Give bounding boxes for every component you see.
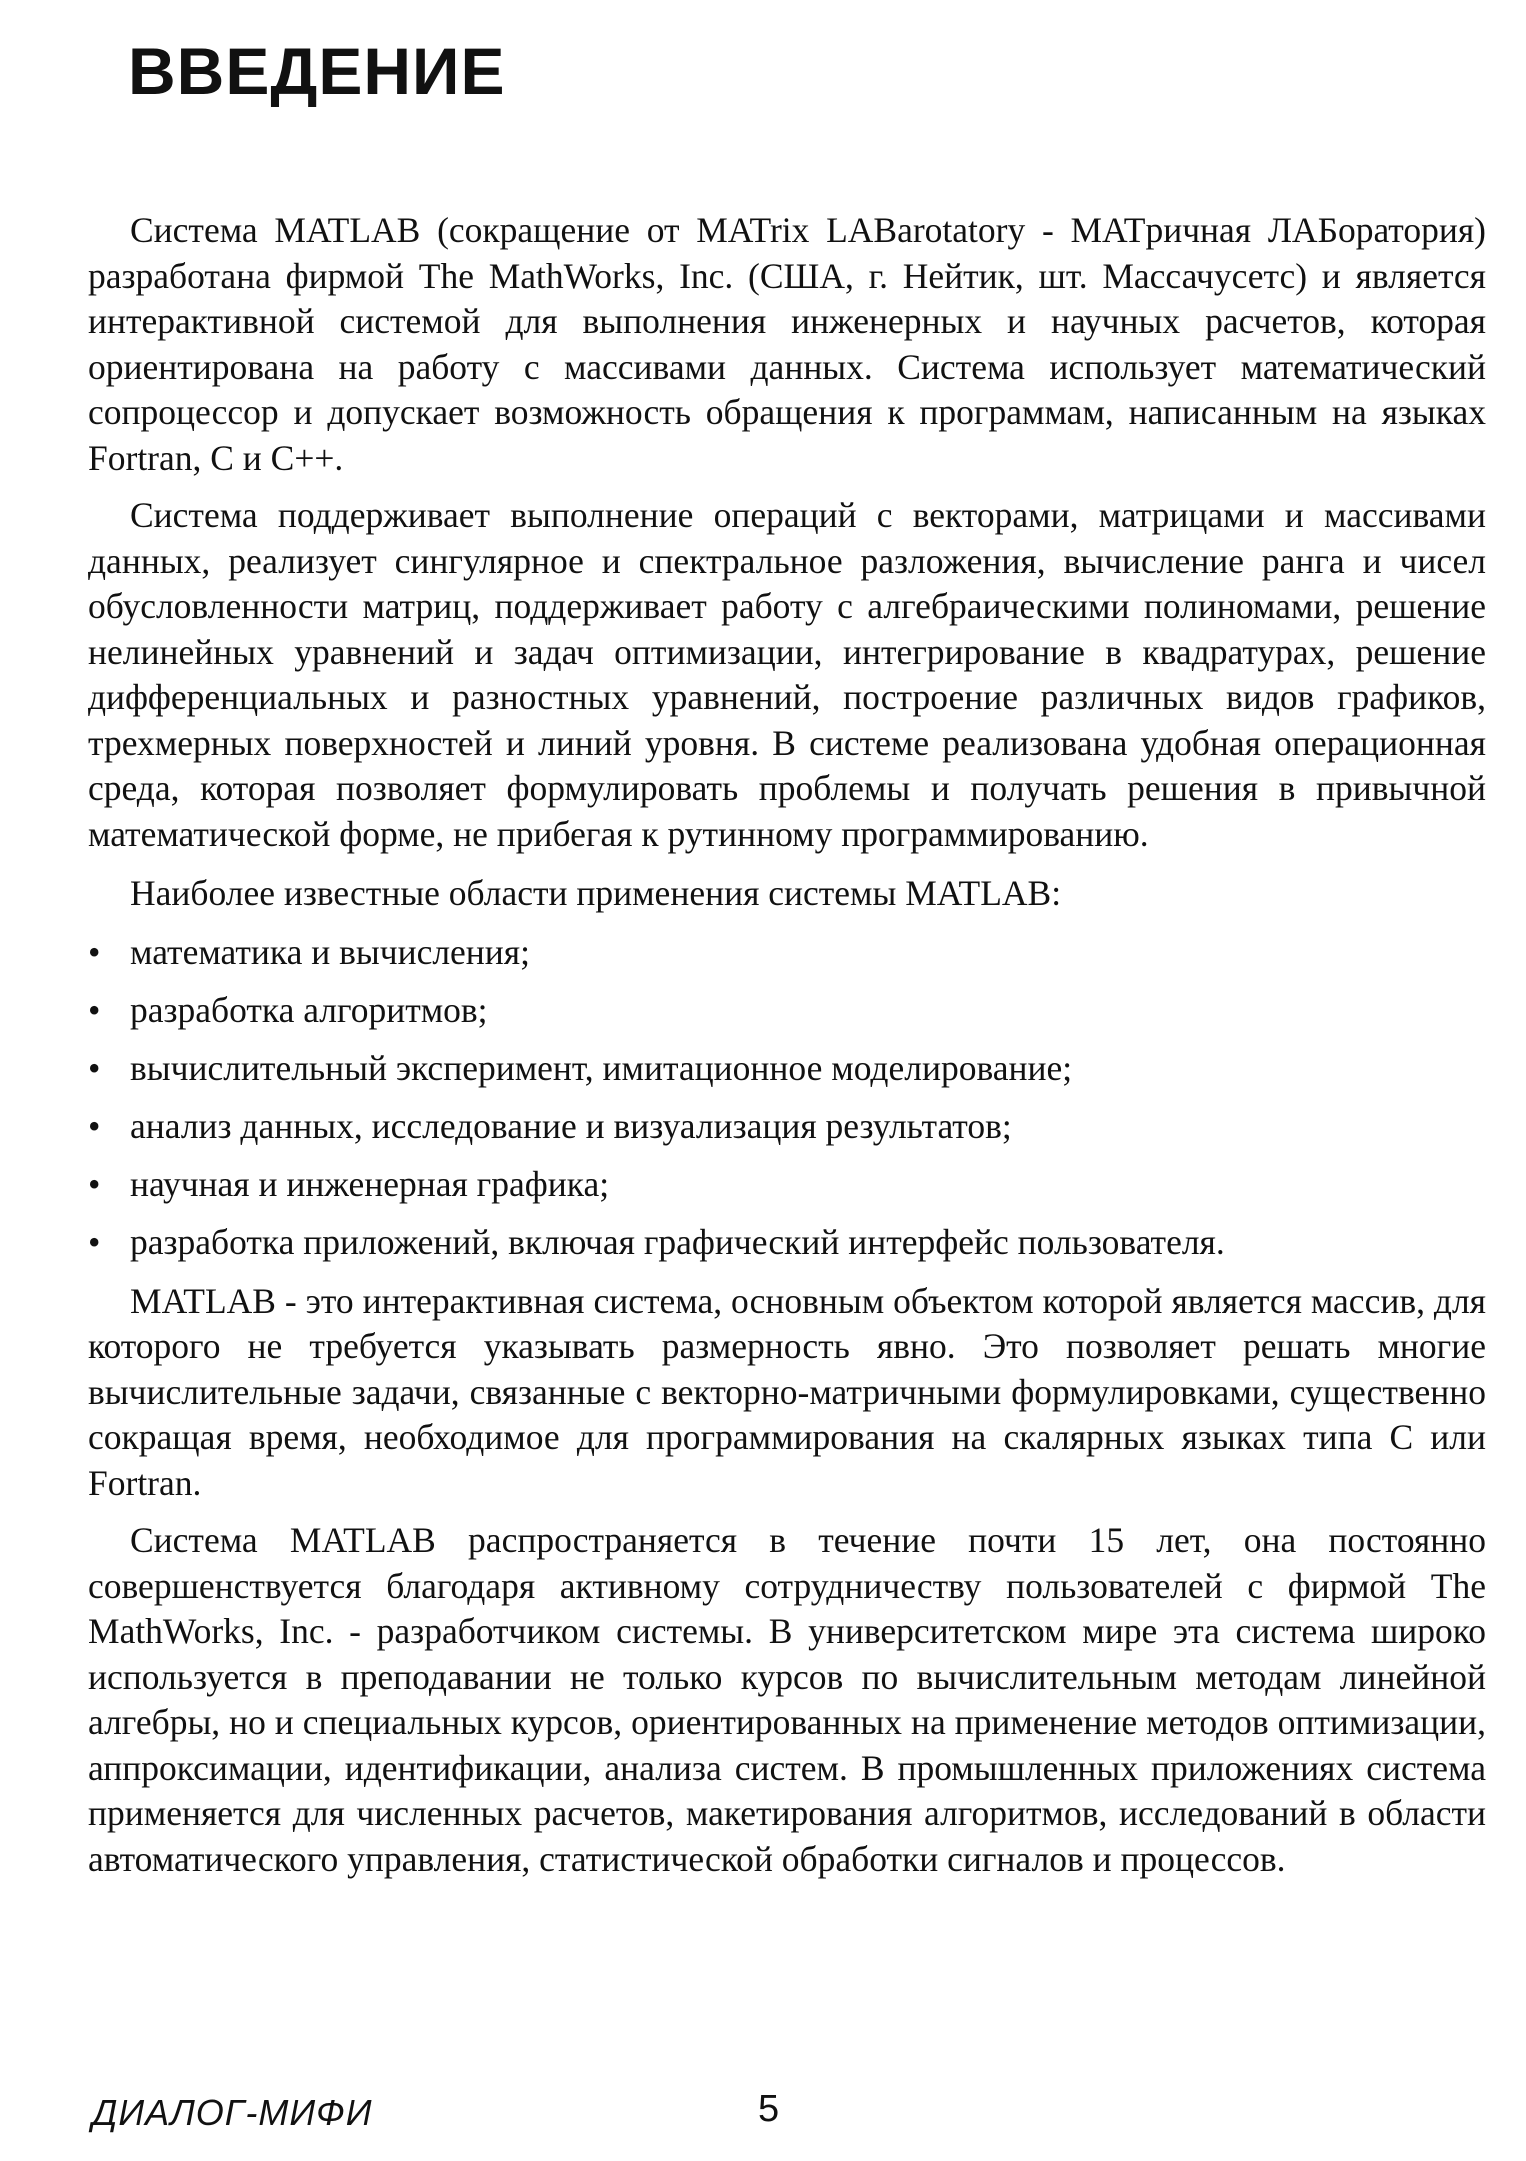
list-item-text: научная и инженерная графика; (130, 1163, 610, 1204)
body-text (88, 208, 1486, 1882)
list-item (88, 1213, 1486, 1271)
paragraph-intro: Система MATLAB (сокращение от MATrix LABarotatory - MATричная ЛАБоратория) разработана фирмой The MathWorks, Inc. (США, г. Нейтик, шт. Массачусетс) и является интерактивной системой для выполнения инженерных и научных расчетов, которая ориентирована на работу с массивами данных. Система использует математический сопроцессор и допускает возможность обращения к программам, написанным на языках Fortran, C и C++. (88, 210, 1486, 478)
paragraph-distribution: Система MATLAB распространяется в течение почти 15 лет, она постоянно совершенствуется благодаря активному сотрудничеству пользователей с фирмой The MathWorks, Inc. - разработчиком системы. В университетском мире эта система широко используется в преподавании не только курсов по вычислительным методам линейной алгебры, но и специальных курсов, ориентированных на применение методов оптимизации, аппроксимации, идентификации, анализа систем. В промышленных приложениях система применяется для численных расчетов, макетирования алгоритмов, исследований в области автоматического управления, статистической обработки сигналов и процессов. (88, 1520, 1486, 1879)
list-item (88, 923, 1486, 981)
list-item-text: разработка алгоритмов; (130, 989, 488, 1030)
bullet-icon: • (88, 1163, 101, 1204)
list-item-text: математика и вычисления; (130, 931, 530, 972)
chapter-heading: ВВЕДЕНИЕ (128, 34, 506, 108)
paragraph-capabilities: Система поддерживает выполнение операций с векторами, матрицами и массивами данных, реализует сингулярное и спектральное разложения, вычисление ранга и чисел обусловленности матриц, поддерживает работу с алгебраическими полиномами, решение нелинейных уравнений и задач оптимизации, интегрирование в квадратурах, решение дифференциальных и разностных уравнений, построение различных видов графиков, трехмерных поверхностей и линий уровня. В системе реализована удобная операционная среда, которая позволяет формулировать проблемы и получать решения в привычной математической форме, не прибегая к рутинному программированию. (88, 495, 1486, 854)
bullet-icon: • (88, 989, 101, 1030)
list-item (88, 1155, 1486, 1213)
list-item-text: анализ данных, исследование и визуализация результатов; (130, 1105, 1012, 1146)
bullet-icon: • (88, 1105, 101, 1146)
list-item-text: разработка приложений, включая графический интерфейс пользователя. (130, 1221, 1225, 1262)
list-item (88, 981, 1486, 1039)
page-number: 5 (758, 2088, 780, 2130)
list-item (88, 1039, 1486, 1097)
bullet-icon: • (88, 1221, 101, 1262)
list-item (88, 1097, 1486, 1155)
list-item-text: вычислительный эксперимент, имитационное моделирование; (130, 1047, 1073, 1088)
application-areas-list (88, 923, 1486, 1271)
bullet-icon: • (88, 931, 101, 972)
publisher-logo: ДИАЛОГ-МИФИ (92, 2092, 373, 2133)
list-intro: Наиболее известные области применения системы MATLAB: (130, 873, 1062, 913)
paragraph-interactive-system: MATLAB - это интерактивная система, основным объектом которой является массив, для которого не требуется указывать размерность явно. Это позволяет решать многие вычислительные задачи, связанные с векторно-матричными формулировками, существенно сокращая время, необходимое для программирования на скалярных языках типа C или Fortran. (88, 1280, 1486, 1503)
bullet-icon: • (88, 1047, 101, 1088)
